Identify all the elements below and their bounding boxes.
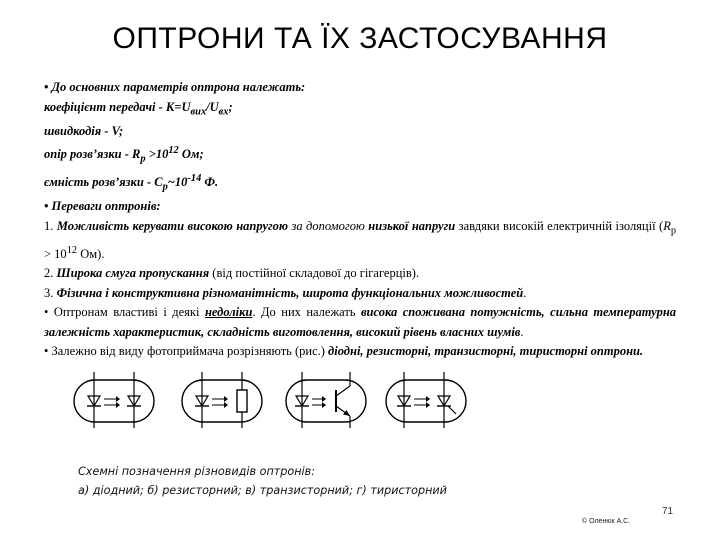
slide-body — [44, 78, 676, 362]
transistor-optocoupler-symbol — [284, 372, 368, 428]
disadvantages-paragraph: • Оптронам властиві і деякі недоліки. До них належать висока споживана потужність, сильна температурна залежність характеристик, складність виготовлення, високий рівень власних шумів. — [44, 305, 677, 339]
param-transfer-coefficient: коефіцієнт передачі - $К=U_{вих}/U_{вх}$; — [44, 99, 233, 117]
thyristor-optocoupler-symbol — [384, 372, 468, 428]
caption-line-2: а) діодний; б) резисторний; в) транзисторний; г) тиристорний — [78, 484, 447, 497]
advantage-item-2: 2. Широка смуга пропускання (від постійної складової до гігагерців). — [44, 266, 420, 281]
param-isolation-resistance: опір розв’язки - $R_p >10^{12}$ Ом; — [44, 145, 204, 165]
param-isolation-capacitance: ємність розв’язки - $C_p\sim 10^{-14}$ Ф. — [44, 173, 219, 193]
diode-optocoupler-symbol — [72, 372, 156, 428]
slide-title: ОПТРОНИ ТА ЇХ ЗАСТОСУВАННЯ — [112, 22, 608, 55]
figure-caption — [78, 462, 447, 500]
advantage-item-3: 3. Фізична і конструктивна різноманітність, широта функціональних можливостей. — [44, 285, 527, 300]
param-speed: швидкодія - V; — [44, 123, 124, 138]
params-heading: • До основних параметрів оптрона належать: — [44, 80, 306, 94]
advantages-heading: • Переваги оптронів: — [44, 199, 161, 214]
copyright-footer: © Оленюк А.С. — [582, 518, 631, 525]
resistor-optocoupler-symbol — [180, 372, 264, 428]
page-number: 71 — [662, 506, 674, 517]
caption-line-1: Схемні позначення різновидів оптронів: — [78, 465, 316, 478]
types-paragraph: • Залежно від виду фотоприймача розрізняють (рис.) діодні, резисторні, транзисторні, тиристорні оптрони. — [44, 344, 644, 359]
advantage-item-1: 1. Можливість керувати високою напругою за допомогою низької напруги завдяки високій електричній ізоляції ($R_p > 10^{12}$ Ом). — [44, 218, 677, 261]
